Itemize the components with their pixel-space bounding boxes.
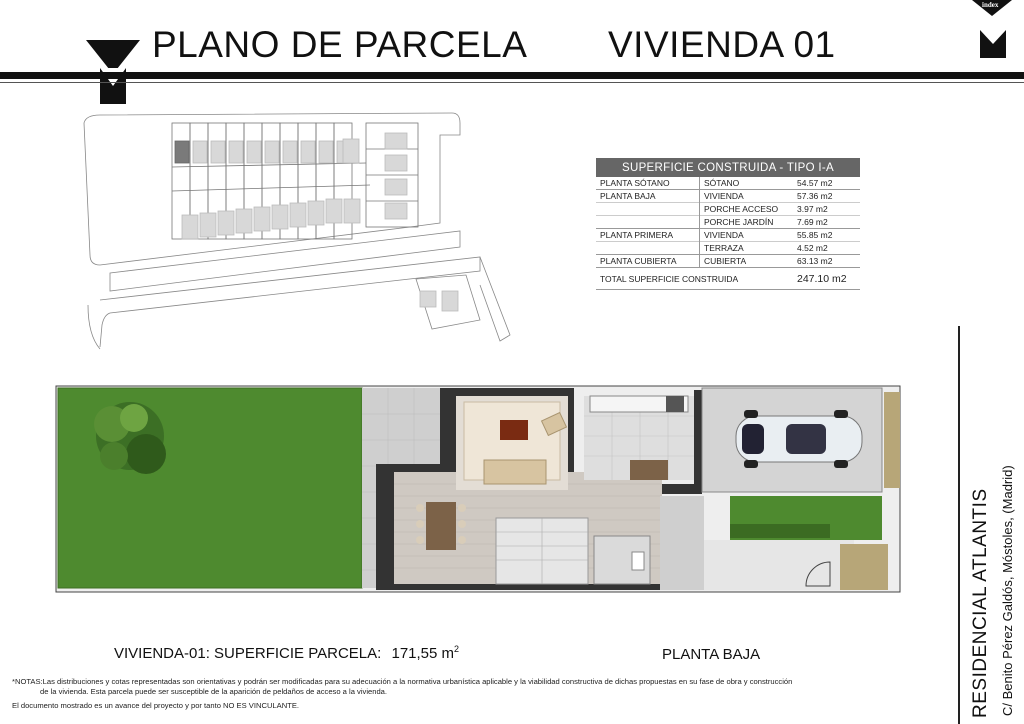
row-space: TERRAZA — [700, 242, 794, 255]
table-row — [596, 177, 860, 190]
project-name: RESIDENCIAL ATLANTIS — [970, 488, 991, 718]
notes-line-2: de la vivienda. Esta parcela puede ser susceptible de la aparición de peldaños de acceso a la vivienda. — [40, 687, 388, 696]
row-area: 4.52 m2 — [797, 243, 828, 253]
total-row — [596, 268, 860, 290]
row-area: 63.13 m2 — [797, 256, 833, 266]
plot-surface-caption — [114, 644, 459, 662]
table-row — [596, 203, 860, 216]
row-level: PLANTA CUBIERTA — [600, 256, 677, 266]
table-row — [596, 242, 860, 255]
row-area: 57.36 m2 — [797, 191, 833, 201]
brand-logo-text: index — [982, 1, 999, 9]
row-area: 55.85 m2 — [797, 230, 833, 240]
row-level: PLANTA PRIMERA — [600, 230, 674, 240]
row-level — [596, 203, 700, 216]
row-area: 7.69 m2 — [797, 217, 828, 227]
row-space: PORCHE ACCESO — [700, 203, 794, 216]
total-value: 247.10 m2 — [797, 273, 847, 285]
notes-line-1: *NOTAS:Las distribuciones y cotas representadas son orientativas y podrán ser modificadas para su adecuación a la normativa urbanística aplicable y la viabilidad constructiva de dichas propuestas en su fase de obra y construcción — [12, 677, 793, 686]
row-level — [596, 216, 700, 229]
row-level: PLANTA SÓTANO — [600, 178, 670, 188]
unit-title: VIVIENDA 01 — [608, 24, 836, 65]
floor-caption: PLANTA BAJA — [662, 646, 761, 663]
table-row — [596, 216, 860, 229]
row-area: 54.57 m2 — [797, 178, 833, 188]
floor-plan — [54, 384, 902, 594]
brand-logo — [968, 0, 1016, 60]
table-row — [596, 255, 860, 268]
project-address: C/ Benito Pérez Galdós, Móstoles, (Madrid) — [1000, 465, 1015, 716]
site-plan — [80, 105, 540, 355]
row-space: PORCHE JARDÍN — [700, 216, 794, 229]
page-title: PLANO DE PARCELA — [152, 24, 528, 65]
header-thin-rule — [0, 82, 1024, 83]
surface-table — [596, 158, 860, 290]
side-panel — [960, 326, 1024, 724]
table-row — [596, 190, 860, 203]
row-area: 3.97 m2 — [797, 204, 828, 214]
plot-surface-label: VIVIENDA-01: SUPERFICIE PARCELA: — [114, 645, 382, 662]
row-level: PLANTA BAJA — [600, 191, 656, 201]
row-space: VIVIENDA — [700, 190, 794, 203]
car-icon — [736, 410, 862, 468]
plot-surface-unit-sup: 2 — [454, 644, 460, 654]
notes-line-3: El documento mostrado es un avance del proyecto y por tanto NO ES VINCULANTE. — [12, 701, 300, 710]
row-level — [596, 242, 700, 255]
row-space: SÓTANO — [700, 177, 794, 190]
surface-table-heading: SUPERFICIE CONSTRUIDA - TIPO I-A — [596, 158, 860, 177]
plot-surface-value: 171,55 m — [391, 645, 455, 662]
row-space: CUBIERTA — [700, 255, 794, 268]
notes-block — [12, 677, 912, 711]
header-rule — [0, 72, 1024, 79]
total-label: TOTAL SUPERFICIE CONSTRUIDA — [600, 274, 739, 284]
row-space: VIVIENDA — [700, 229, 794, 242]
table-row — [596, 229, 860, 242]
